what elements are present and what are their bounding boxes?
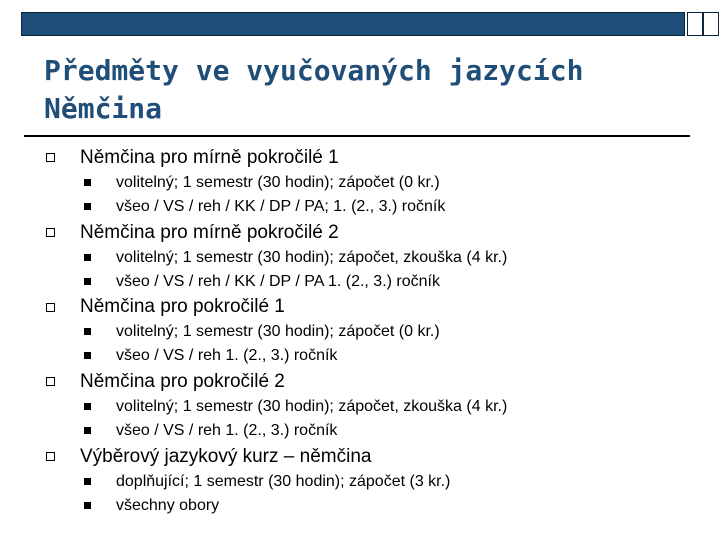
square-bullet-icon [46,377,55,386]
section-5-item-2: všechny obory [116,497,220,514]
square-bullet-icon [46,303,55,312]
bullet-icon [84,427,91,434]
bullet-icon [84,278,91,285]
bullet-icon [84,254,91,261]
bullet-icon [84,179,91,186]
section-1-item-1: volitelný; 1 semestr (30 hodin); zápočet (0 kr.) [116,174,440,191]
section-4-item-1: volitelný; 1 semestr (30 hodin); zápočet, zkouška (4 kr.) [116,398,508,415]
header-bar [21,12,685,36]
section-3-item-2: všeo / VS / reh 1. (2., 3.) ročník [116,347,338,364]
section-4-item-2: všeo / VS / reh 1. (2., 3.) ročník [116,422,338,439]
header-box-1 [687,12,703,36]
section-3-item-1: volitelný; 1 semestr (30 hodin); zápočet (0 kr.) [116,323,440,340]
section-2-item-1: volitelný; 1 semestr (30 hodin); zápočet, zkouška (4 kr.) [116,249,508,266]
section-heading-4: Němčina pro pokročilé 2 [80,371,285,392]
bullet-icon [84,478,91,485]
square-bullet-icon [46,228,55,237]
section-1-item-2: všeo / VS / reh / KK / DP / PA; 1. (2., 3.) ročník [116,198,446,215]
title-line-1: Předměty ve vyučovaných jazycích [44,54,584,87]
bullet-icon [84,403,91,410]
section-heading-1: Němčina pro mírně pokročilé 1 [80,147,339,168]
square-bullet-icon [46,452,55,461]
bullet-icon [84,502,91,509]
title-divider [24,135,690,137]
section-heading-2: Němčina pro mírně pokročilé 2 [80,222,339,243]
title-line-2: Němčina [44,92,163,125]
slide-title [44,52,583,128]
bullet-icon [84,328,91,335]
bullet-icon [84,203,91,210]
section-heading-5: Výběrový jazykový kurz – němčina [80,446,372,467]
bullet-icon [84,352,91,359]
header-box-2 [703,12,719,36]
section-2-item-2: všeo / VS / reh / KK / DP / PA 1. (2., 3.) ročník [116,273,440,290]
square-bullet-icon [46,153,55,162]
section-heading-3: Němčina pro pokročilé 1 [80,296,285,317]
section-5-item-1: doplňující; 1 semestr (30 hodin); zápočet (3 kr.) [116,473,451,490]
